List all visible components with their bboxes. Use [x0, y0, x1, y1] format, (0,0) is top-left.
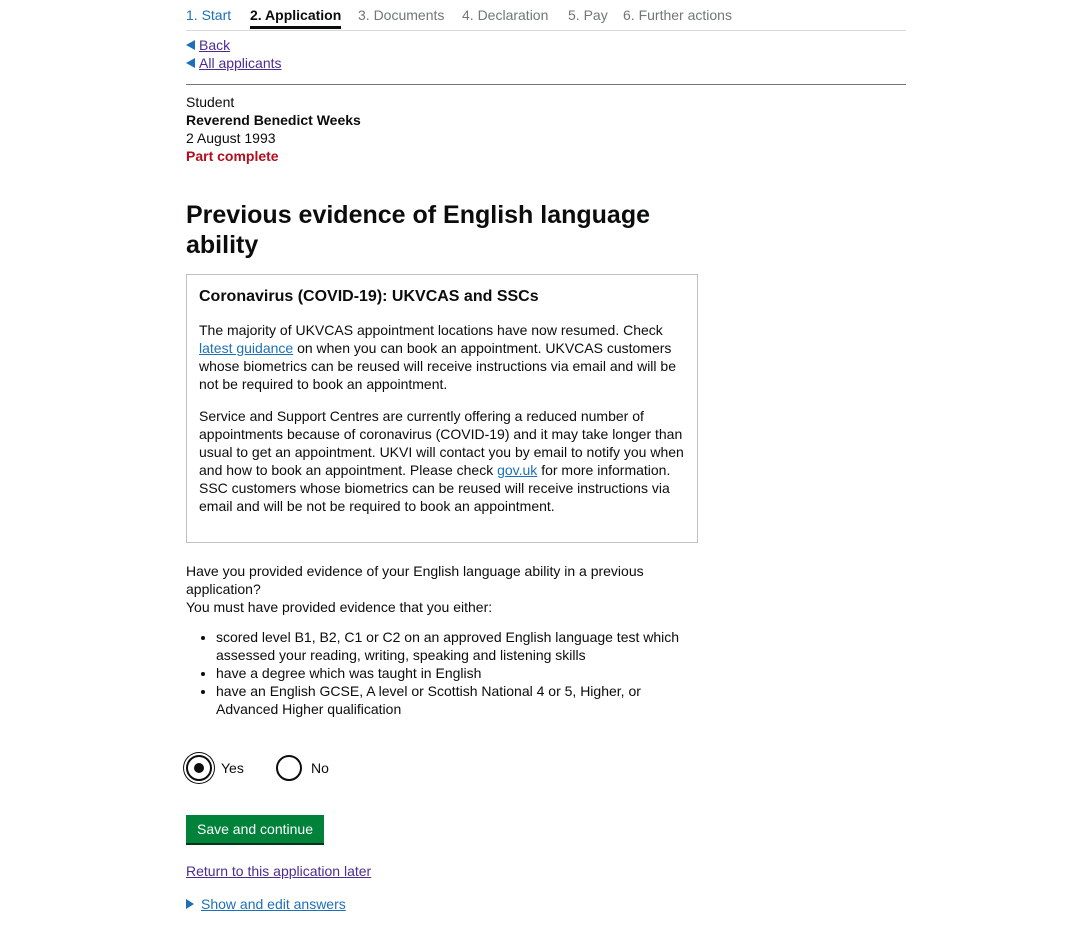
notice-text: on when you can book an appointment. UKVCAS customers whose biometrics can be reused will receive instructions via email and will be not be required to book an appointment.: [199, 340, 676, 392]
step-declaration: 4. Declaration: [462, 7, 549, 23]
radio-no-label: No: [311, 760, 329, 776]
notice-text: The majority of UKVCAS appointment locations have now resumed. Check: [199, 322, 663, 338]
show-edit-answers[interactable]: [186, 896, 346, 912]
save-and-continue-button[interactable]: Save and continue: [186, 815, 324, 843]
progress-steps: [186, 0, 906, 31]
step-further-actions: 6. Further actions: [623, 7, 732, 23]
notice-text: Service and Support Centres are currently offering a reduced number of appointments because of coronavirus (COVID-19) and it may take longer than usual to get an appointment. UKVI will contact you by email to notify you when and how to book an appointment. Please check: [199, 408, 684, 478]
radio-yes[interactable]: [186, 755, 244, 781]
page-title: Previous evidence of English language ability: [186, 201, 651, 259]
radio-yes-label: Yes: [221, 760, 244, 776]
all-applicants-link[interactable]: [186, 54, 282, 72]
english-evidence-question: [186, 562, 686, 718]
divider: [186, 84, 906, 85]
step-application: 2. Application: [250, 7, 342, 23]
latest-guidance-link[interactable]: latest guidance: [199, 340, 294, 356]
notice-paragraph-2: [199, 407, 685, 515]
radio-no[interactable]: [276, 755, 329, 781]
question-text: Have you provided evidence of your English language ability in a previous application?: [186, 563, 644, 597]
notice-text: for more information. SSC customers whose biometrics can be reused will receive instructions via email and will be not be required to book an appointment.: [199, 462, 671, 514]
disclosure-triangle-icon: [186, 899, 194, 909]
radio-no-circle[interactable]: [276, 755, 302, 781]
back-link-label: Back: [199, 37, 231, 53]
step-documents: 3. Documents: [358, 7, 445, 23]
return-later-link[interactable]: Return to this application later: [186, 863, 372, 879]
applicant-dob: 2 August 1993: [186, 130, 276, 146]
applicant-summary: [186, 93, 361, 165]
applicant-type: Student: [186, 94, 235, 110]
show-edit-answers-link[interactable]: Show and edit answers: [201, 896, 346, 912]
question-hint: You must have provided evidence that you either:: [186, 599, 493, 615]
back-link[interactable]: [186, 36, 282, 54]
notice-heading: Coronavirus (COVID-19): UKVCAS and SSCs: [199, 288, 539, 305]
all-applicants-label: All applicants: [199, 55, 282, 71]
step-start[interactable]: 1. Start: [186, 7, 232, 23]
list-item: • have an English GCSE, A level or Scottish National 4 or 5, Higher, or Advanced Higher qualification: [216, 682, 686, 718]
back-arrow-icon: [186, 58, 195, 68]
radio-yes-circle[interactable]: [186, 755, 212, 781]
notice-paragraph-1: [199, 321, 685, 393]
gov-uk-link[interactable]: gov.uk: [497, 462, 538, 478]
applicant-name: Reverend Benedict Weeks: [186, 112, 361, 128]
list-item: • scored level B1, B2, C1 or C2 on an approved English language test which assessed your reading, writing, speaking and listening skills: [216, 628, 686, 664]
step-pay: 5. Pay: [568, 7, 608, 23]
list-item: • have a degree which was taught in English: [216, 664, 686, 682]
covid-notice: [186, 274, 698, 543]
evidence-list: [186, 628, 686, 718]
back-links: [186, 36, 282, 72]
status-badge: Part complete: [186, 148, 279, 164]
back-arrow-icon: [186, 40, 195, 50]
